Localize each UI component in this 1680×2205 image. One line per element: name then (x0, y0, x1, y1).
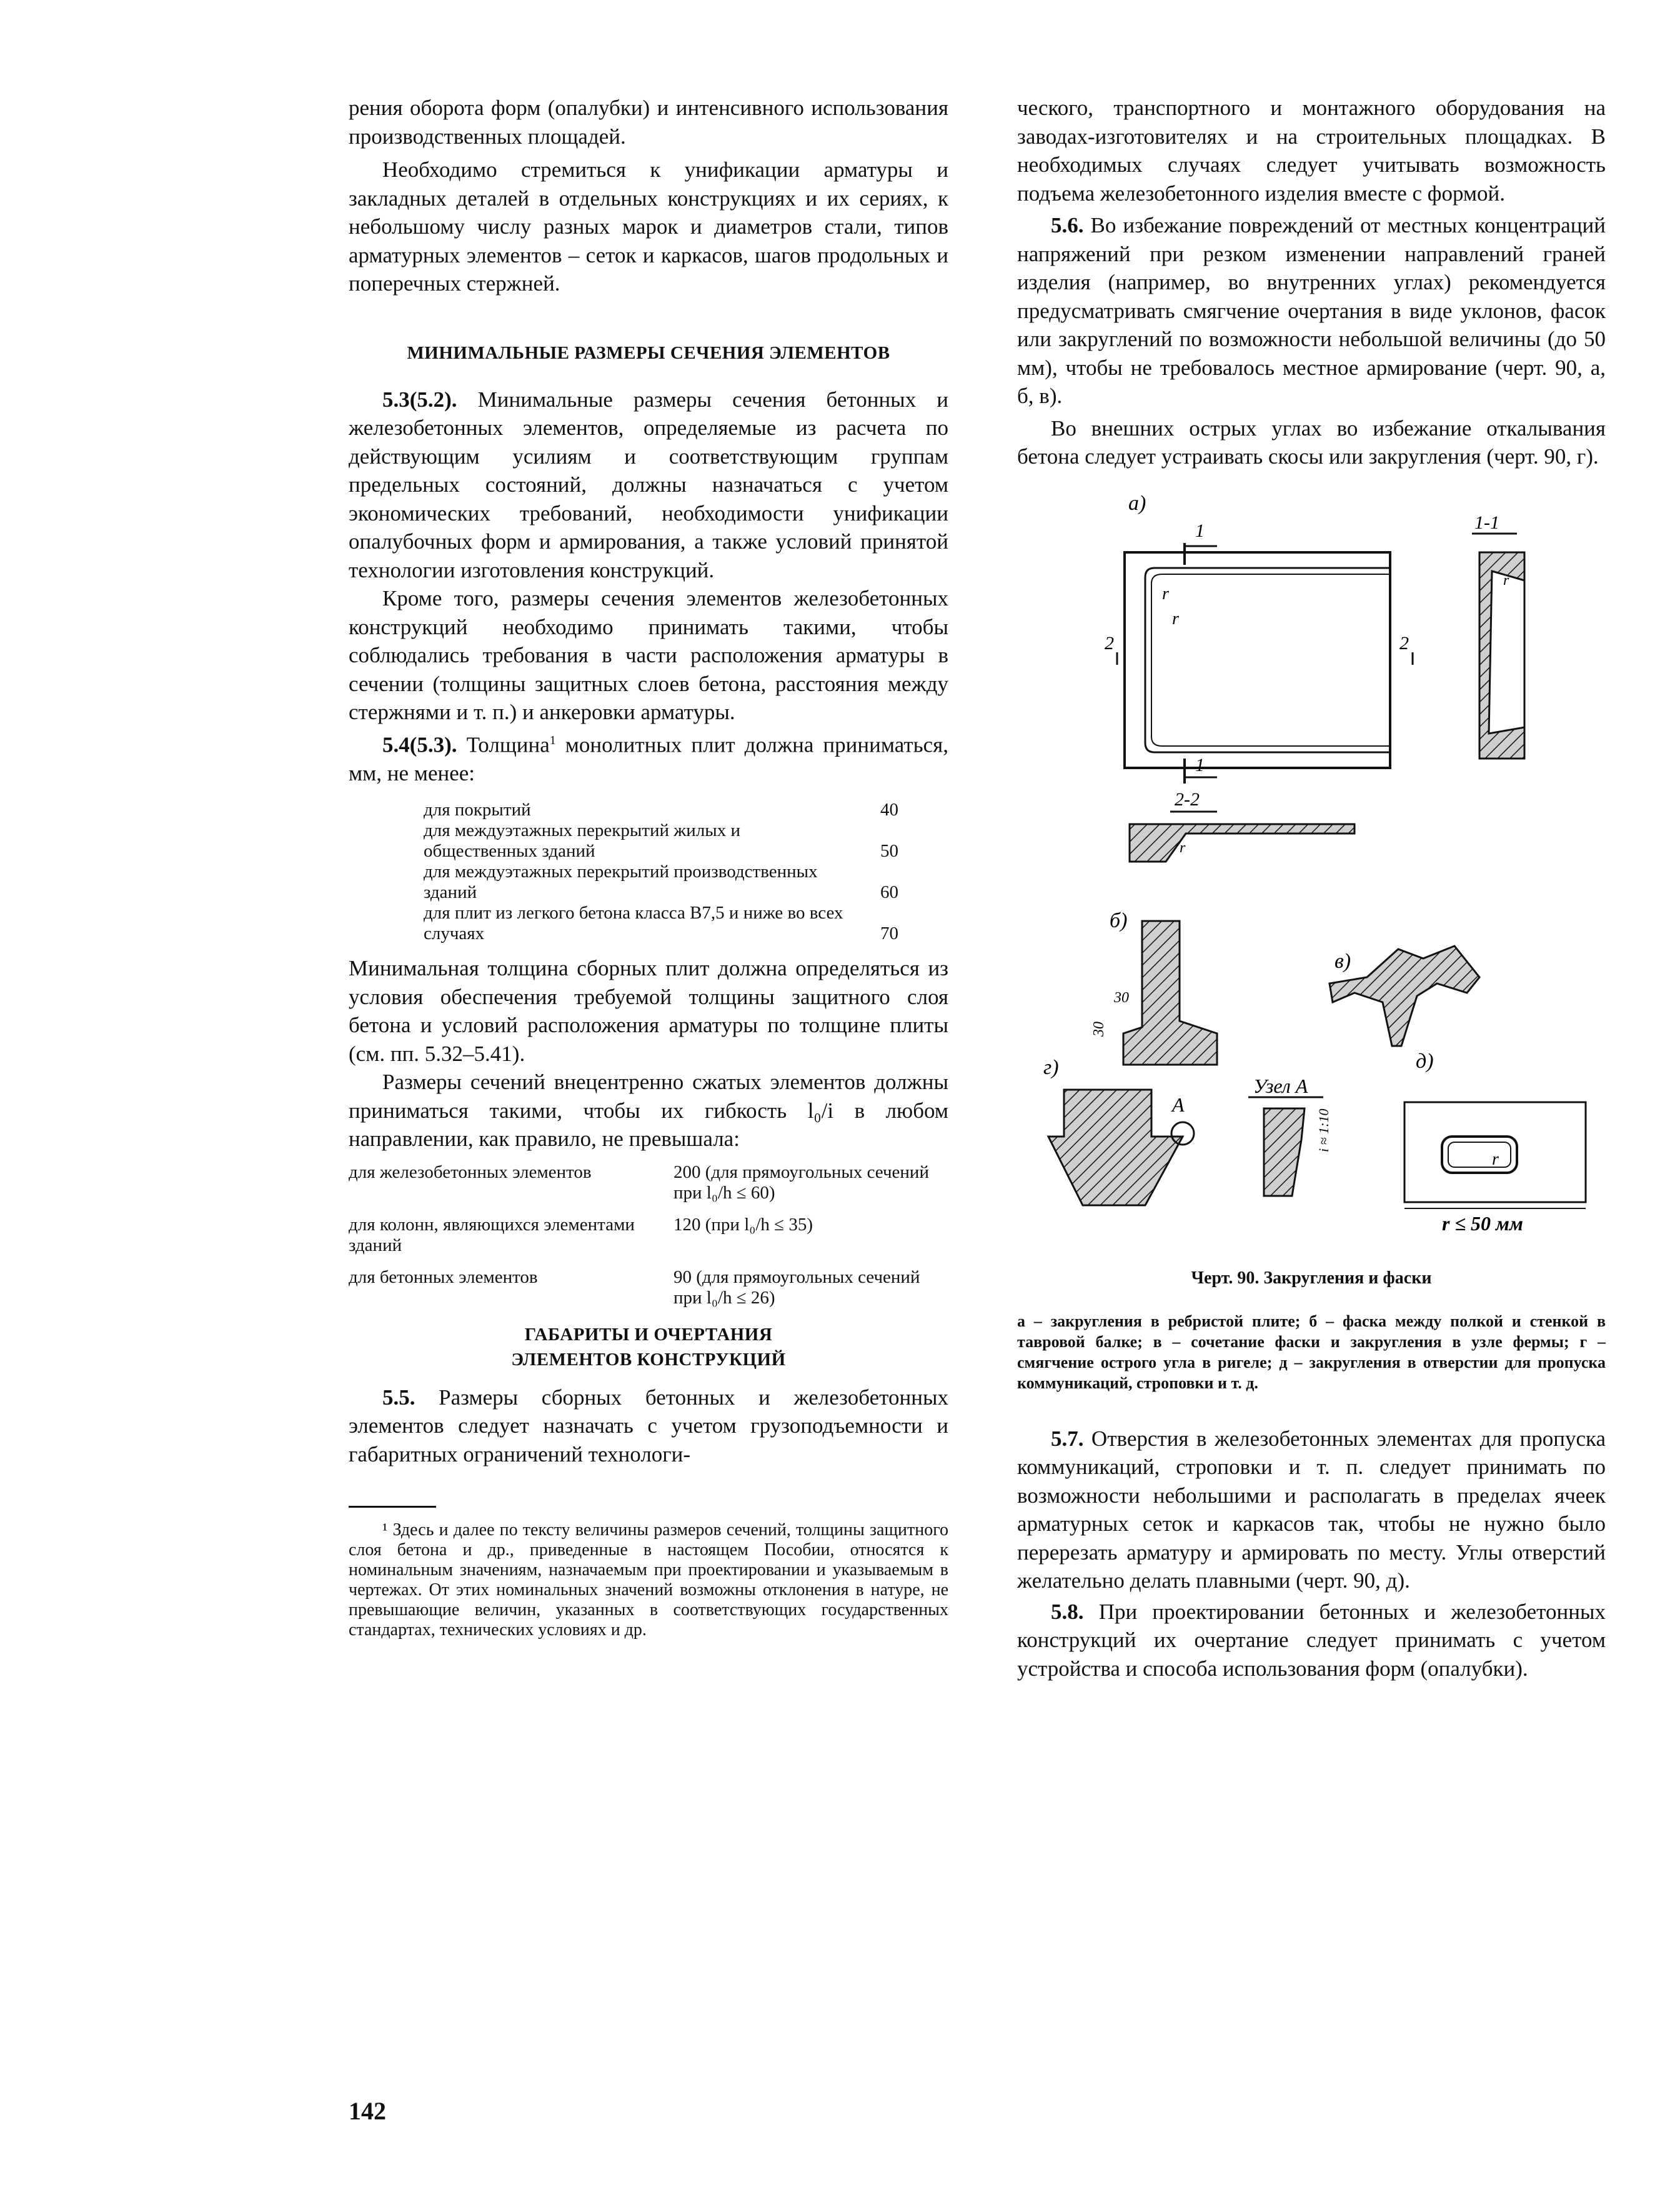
truss-node (1330, 946, 1479, 1046)
figure-label-d: д) (1416, 1049, 1434, 1073)
section-mark: 1 (1195, 520, 1205, 541)
row-label: для плит из легкого бетона класса В7,5 и ниже во всех случаях (424, 903, 843, 944)
radius-limit: r ≤ 50 мм (1442, 1212, 1523, 1235)
page-number: 142 (349, 2097, 386, 2125)
section-heading: ЭЛЕМЕНТОВ КОНСТРУКЦИЙ (511, 1349, 786, 1370)
paragraph: рения оборота форм (опалубки) и интенсивного использования производственных площадей. (349, 96, 948, 149)
chamfer-dimension: 30 (1091, 1021, 1107, 1037)
section-heading: ГАБАРИТЫ И ОЧЕРТАНИЯ (524, 1324, 773, 1345)
row-label: для междуэтажных перекрытий производственных зданий (424, 862, 818, 903)
clause-text: Отверстия в железобетонных элементах для пропуска коммуникаций, строповки и т. п. следует принимать по возможности небольшими и располагать в пределах ячеек арматурных сеток и каркасов так, чтобы не нужно было перерезать арматуру и армировать по месту. Углы отверстий желательно делать плавными (черт. 90, д). (1017, 1426, 1606, 1593)
clause-text: Минимальные размеры сечения бетонных и железобетонных элементов, определяемые из расчета по действующим усилиям и соответствующим группам предельных состояний, должны назначаться с учетом экономических требований, необходимости унификации опалубочных форм и армирования, а также условий принятой технологии изготовления конструкций. (349, 387, 948, 582)
paragraph (1017, 1425, 1606, 1595)
paragraph (349, 727, 948, 788)
figure-label-g: г) (1043, 1055, 1059, 1079)
clause-text: Толщина (466, 732, 550, 757)
item-value: 120 (при l₀/h ≤ 35) (673, 1214, 813, 1235)
node-a-title: Узел А (1253, 1074, 1308, 1097)
clause-number: 5.7. (1051, 1426, 1084, 1451)
figure-caption: Черт. 90. Закругления и фаски (1191, 1268, 1432, 1288)
clause-text: При проектировании бетонных и железобетонных конструкций их очертание следует принимать с учетом устройства и способа использования форм (опалубки). (1017, 1599, 1606, 1681)
row-value: 40 (880, 800, 898, 820)
list-item (349, 1267, 948, 1308)
paragraph (349, 386, 948, 585)
clause-number: 5.6. (1051, 213, 1084, 237)
paragraph: Минимальная толщина сборных плит должна определяться из условия обеспечения требуемой толщины защитного слоя бетона и условий расположения арматуры по толщине плиты (см. пп. 5.32–5.41). (349, 956, 948, 1066)
list-item (349, 1162, 948, 1203)
node-a-detail (1264, 1108, 1305, 1196)
row-value: 60 (880, 882, 898, 903)
paragraph (349, 1383, 948, 1469)
table-row (424, 820, 898, 862)
radius-label: r (1503, 572, 1509, 589)
radius-label: r (1162, 584, 1169, 604)
item-label: для колонн, являющихся элементами зданий (349, 1214, 635, 1255)
table-row (424, 903, 898, 944)
section-mark: 2 (1105, 632, 1114, 654)
clause-text: Размеры сборных бетонных и железобетонных элементов следует назначать с учетом грузоподъемности и габаритных ограничений технологи- (349, 1385, 948, 1466)
paragraph: ческого, транспортного и монтажного оборудования на заводах-изготовителях и на строительных площадках. В необходимых случаях следует учитывать возможность подъема железобетонного изделия вместе с формой. (1017, 96, 1606, 206)
footnote-mark: ¹ (382, 1520, 388, 1540)
ribbed-slab-plan (1105, 520, 1413, 784)
node-label: A (1172, 1093, 1185, 1116)
section-mark: 1 (1195, 754, 1205, 775)
t-beam-section (1123, 921, 1217, 1065)
footnote (349, 1520, 948, 1640)
node-a-marker (1171, 1122, 1194, 1145)
footnote-text: Здесь и далее по тексту величины размеров сечений, толщины защитного слоя бетона и др., приведенные в настоящем Пособии, относятся к номинальным значениям, назначаемым при проектировании и указываемым в чертежах. От этих номинальных значений возможны отклонения в натуре, не превышающие величин, указанных в соответствующих государственных стандартах, технических условиях и др. (349, 1520, 949, 1640)
item-label: для железобетонных элементов (349, 1162, 592, 1182)
slenderness-list (349, 1162, 948, 1308)
clause-number: 5.3(5.2). (382, 387, 457, 412)
row-label: для междуэтажных перекрытий жилых и общественных зданий (424, 820, 741, 862)
figure-90 (1017, 484, 1606, 1321)
radius-label: r (1492, 1149, 1499, 1169)
clause-number: 5.4(5.3). (382, 732, 457, 757)
paragraph: Во внешних острых углах во избежание откалывания бетона следует устраивать скосы или закругления (черт. 90, г). (1017, 416, 1606, 469)
figure-legend: а – закругления в ребристой плите; б – фаска между полкой и стенкой в тавровой балке; в – сочетание фаски и закругления в узле фермы; г – смягчение острого угла в ригеле; д – закругления в отверстии для пропуска коммуникаций, строповки и т. д. (1017, 1312, 1606, 1392)
figure-label-v: в) (1335, 949, 1351, 973)
radius-label: r (1180, 839, 1186, 856)
paragraph: Размеры сечений внецентренно сжатых элементов должны приниматься такими, чтобы их гибкость l₀/i в любом направлении, как правило, не превышала: (349, 1070, 948, 1152)
thickness-table (424, 800, 898, 944)
footnote-divider (349, 1506, 436, 1508)
girder-section (1048, 1090, 1183, 1205)
clause-number: 5.5. (382, 1385, 415, 1410)
chamfer-dimension: 30 (1114, 989, 1129, 1006)
item-value: 90 (для прямоугольных сечений при l₀/h ≤ 26) (673, 1267, 920, 1308)
section-label-2-2: 2-2 (1175, 789, 1200, 810)
row-value: 50 (880, 841, 898, 862)
radius-label: r (1172, 609, 1179, 629)
clause-text: Во избежание повреждений от местных концентраций напряжений при резком изменении направлений граней изделия (например, во внутренних углах) рекомендуется предусматривать смягчение очертания в виде уклонов, фасок или закруглений по возможности небольшой величины (до 50 мм), чтобы не требовалось местное армирование (черт. 90, а, б, в). (1017, 213, 1606, 408)
paragraph: Необходимо стремиться к унификации арматуры и закладных деталей в отдельных конструкциях и их сериях, к небольшому числу разных марок и диаметров стали, типов арматурных элементов – сеток и каркасов, шагов продольных и поперечных стержней. (349, 157, 948, 296)
section-mark: 2 (1399, 632, 1409, 654)
row-value: 70 (880, 923, 898, 944)
footnote-ref: 1 (549, 733, 556, 747)
item-label: для бетонных элементов (349, 1267, 538, 1287)
item-value: 200 (для прямоугольных сечений при l₀/h ≤ 60) (673, 1162, 929, 1203)
paragraph: Кроме того, размеры сечения элементов железобетонных конструкций необходимо принимать такими, чтобы соблюдались требования в части расположения арматуры в сечении (толщины защитных слоев бетона, расстояния между стержнями и т. п.) и анкеровки арматуры. (349, 586, 948, 724)
figure-label-b: б) (1110, 908, 1128, 932)
paragraph (1017, 1598, 1606, 1683)
clause-number: 5.8. (1051, 1599, 1084, 1624)
section-heading: МИНИМАЛЬНЫЕ РАЗМЕРЫ СЕЧЕНИЯ ЭЛЕМЕНТОВ (407, 342, 890, 363)
slope-label: i ≈ 1:10 (1316, 1108, 1331, 1152)
table-row (424, 862, 898, 903)
list-item (349, 1215, 948, 1256)
section-2-2 (1130, 824, 1354, 862)
row-label: для покрытий (424, 800, 531, 820)
figure-label-a: а) (1128, 491, 1146, 515)
right-column (1017, 94, 1606, 1683)
paragraph (1017, 211, 1606, 411)
section-1-1-hatch (1479, 552, 1524, 759)
section-label-1-1: 1-1 (1474, 512, 1499, 533)
table-row (424, 800, 898, 820)
clause-text: монолитных плит должна приниматься, мм, не менее: (349, 732, 948, 785)
left-column (349, 94, 948, 1640)
